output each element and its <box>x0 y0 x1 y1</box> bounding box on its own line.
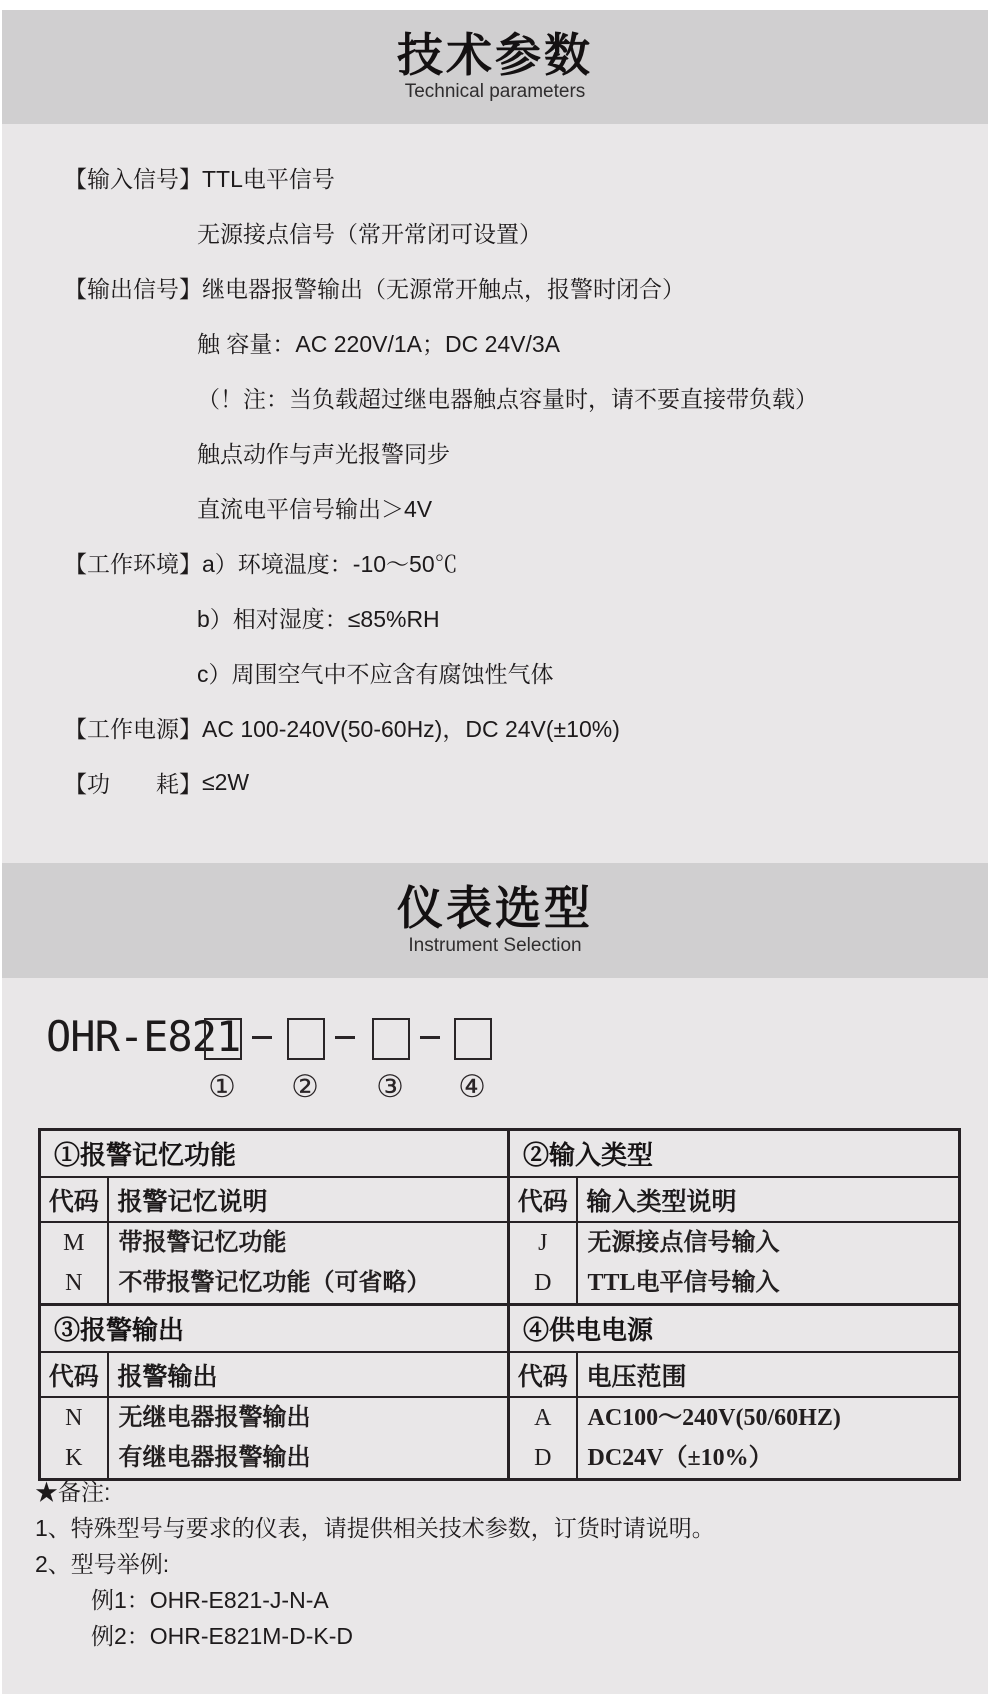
instrument-selection-header-band <box>2 863 988 978</box>
spec-text: a）环境温度：-10～50℃ <box>202 551 458 577</box>
desc-value: DC24V（±10%） <box>587 1445 773 1471</box>
col-header-voltage-range: 电压范围 <box>577 1352 960 1397</box>
col-header-code: 代码 <box>40 1352 108 1397</box>
code-value: D <box>534 1270 552 1296</box>
table-data-row <box>40 1397 960 1480</box>
spec-text: 触 容量：AC 220V/1A；DC 24V/3A <box>197 331 561 357</box>
spec-label: 【工作电源】 <box>64 716 202 742</box>
instrument-selection-subtitle: Instrument Selection <box>408 934 582 956</box>
model-prefix-text: OHR-E821 <box>46 1012 241 1061</box>
note-line-2: 2、型号举例: <box>35 1551 170 1577</box>
desc-value: 无继电器报警输出 <box>118 1405 311 1431</box>
desc-cell <box>577 1222 960 1305</box>
spec-text: TTL电平信号 <box>202 166 335 192</box>
model-dash-1 <box>252 1036 272 1039</box>
desc-value: AC100～240V(50/60HZ) <box>587 1405 841 1431</box>
datasheet-page <box>2 10 988 1694</box>
desc-cell <box>577 1397 960 1480</box>
model-dash-3 <box>420 1036 440 1039</box>
spec-line-contact-sync <box>2 425 988 480</box>
col-header-code: 代码 <box>509 1352 577 1397</box>
section-header-alarm-output: ③报警输出 <box>40 1305 509 1353</box>
model-example-2: 例2：OHR-E821M-D-K-D <box>91 1623 353 1649</box>
section-header-input-type: ②输入类型 <box>509 1130 960 1178</box>
tech-params-header-band <box>2 10 988 124</box>
spec-line-load-note <box>2 370 988 425</box>
spec-label: 【输出信号】 <box>64 276 202 302</box>
spec-text: 继电器报警输出（无源常开触点，报警时闭合） <box>202 276 685 302</box>
spec-text: AC 100-240V(50-60Hz)，DC 24V(±10%) <box>202 716 620 742</box>
table-column-header-row <box>40 1177 960 1222</box>
table-section-header-row <box>40 1130 960 1178</box>
desc-value: 不带报警记忆功能（可省略） <box>118 1270 431 1296</box>
table-section-header-row <box>40 1305 960 1353</box>
section-header-alarm-memory: ①报警记忆功能 <box>40 1130 509 1178</box>
position-marker-3: ③ <box>376 1069 404 1104</box>
selection-table <box>38 1128 961 1481</box>
col-header-code: 代码 <box>509 1177 577 1222</box>
tech-params-spec-list <box>2 124 988 812</box>
model-code-box-1 <box>204 1018 242 1060</box>
code-cell <box>509 1397 577 1480</box>
notes-title: ★备注: <box>35 1479 111 1505</box>
spec-line-air <box>2 645 988 700</box>
spec-line-power-consumption <box>2 755 988 810</box>
spec-line-dc-level-output <box>2 480 988 535</box>
instrument-selection-body <box>2 978 988 1694</box>
code-value: M <box>63 1230 85 1256</box>
code-value: D <box>534 1445 552 1471</box>
spec-text: c）周围空气中不应含有腐蚀性气体 <box>197 661 554 687</box>
spec-label: 【工作环境】 <box>64 551 202 577</box>
desc-value: 有继电器报警输出 <box>118 1445 311 1471</box>
spec-line-input-signal-2 <box>2 205 988 260</box>
section-spacer <box>2 812 988 863</box>
desc-cell <box>108 1397 509 1480</box>
code-value: N <box>65 1405 83 1431</box>
col-header-alarm-memory-desc: 报警记忆说明 <box>108 1177 509 1222</box>
desc-value: TTL电平信号输入 <box>587 1270 780 1296</box>
notes-block <box>35 1474 715 1654</box>
spec-line-contact-capacity <box>2 315 988 370</box>
model-example-1: 例1：OHR-E821-J-N-A <box>91 1587 329 1613</box>
model-code-box-2 <box>287 1018 325 1060</box>
section-header-power-supply: ④供电电源 <box>509 1305 960 1353</box>
code-value: A <box>534 1405 552 1431</box>
spec-line-input-signal <box>2 150 988 205</box>
spec-line-output-signal <box>2 260 988 315</box>
desc-cell <box>108 1222 509 1305</box>
model-dash-2 <box>335 1036 355 1039</box>
code-value: J <box>538 1230 548 1256</box>
col-header-alarm-output-desc: 报警输出 <box>108 1352 509 1397</box>
desc-value: 带报警记忆功能 <box>118 1230 287 1256</box>
code-value: N <box>65 1270 83 1296</box>
spec-text: 直流电平信号输出＞4V <box>197 496 433 522</box>
table-column-header-row <box>40 1352 960 1397</box>
spec-text: 无源接点信号（常开常闭可设置） <box>197 221 542 247</box>
model-code-box-4 <box>454 1018 492 1060</box>
desc-value: 无源接点信号输入 <box>587 1230 780 1256</box>
code-cell <box>40 1397 108 1480</box>
tech-params-title: 技术参数 <box>397 28 593 81</box>
position-marker-1: ① <box>208 1069 236 1104</box>
tech-params-subtitle: Technical parameters <box>404 81 586 103</box>
spec-text: （！注：当负载超过继电器触点容量时，请不要直接带负载） <box>197 386 818 412</box>
code-cell <box>40 1222 108 1305</box>
spec-text: b）相对湿度：≤85%RH <box>197 606 440 632</box>
spec-line-env-temp <box>2 535 988 590</box>
spec-line-humidity <box>2 590 988 645</box>
table-data-row <box>40 1222 960 1305</box>
model-code-box-3 <box>372 1018 410 1060</box>
col-header-input-type-desc: 输入类型说明 <box>577 1177 960 1222</box>
spec-label: 【功 耗】 <box>64 771 202 797</box>
spec-text: ≤2W <box>202 769 250 795</box>
spec-text: 触点动作与声光报警同步 <box>197 441 450 467</box>
position-marker-4: ④ <box>458 1069 486 1104</box>
spec-line-power-supply <box>2 700 988 755</box>
code-cell <box>509 1222 577 1305</box>
note-line-1: 1、特殊型号与要求的仪表，请提供相关技术参数，订货时请说明。 <box>35 1515 715 1541</box>
spec-label: 【输入信号】 <box>64 166 202 192</box>
code-value: K <box>65 1445 83 1471</box>
position-marker-2: ② <box>291 1069 319 1104</box>
instrument-selection-title: 仪表选型 <box>397 882 593 935</box>
col-header-code: 代码 <box>40 1177 108 1222</box>
